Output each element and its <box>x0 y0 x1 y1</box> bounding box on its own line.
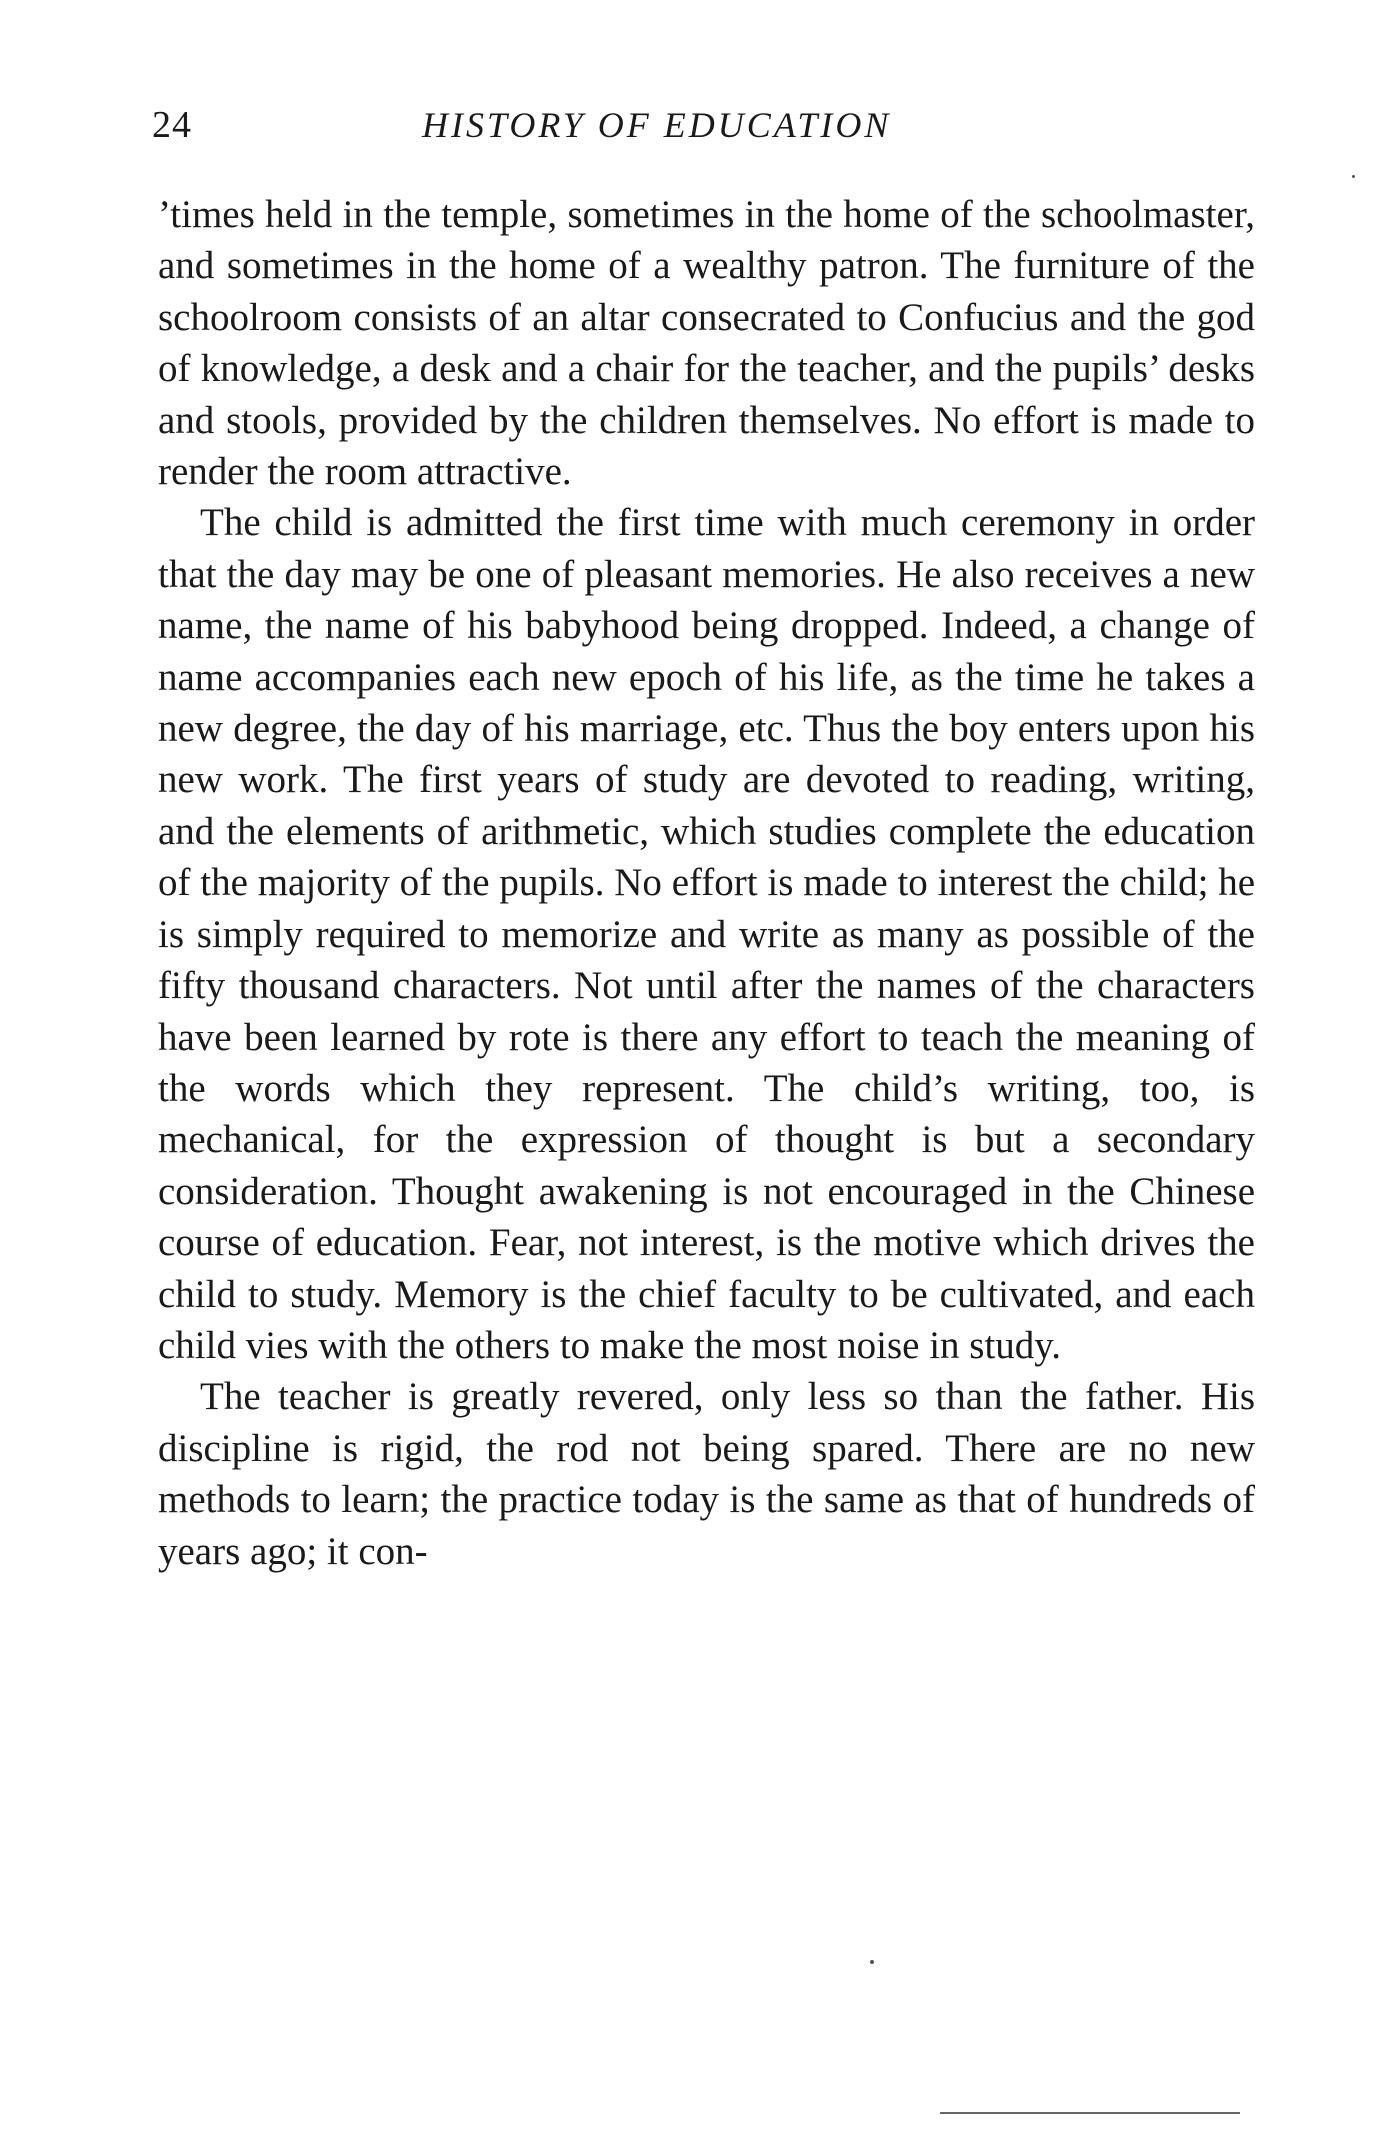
paragraph-3: The teacher is greatly revered, only less so than the father. His discipline is rigid, the rod not being spared. There are no new methods to learn; the practice today is the same as that of hundreds of years ago; it con- <box>158 1375 1255 1573</box>
body-text <box>158 189 1255 1577</box>
paragraph-2: The child is admitted the first time with much ceremony in order that the day may be one of pleasant memories. He also receives a new name, the name of his babyhood being dropped. Indeed, a change of name accompanies each new epoch of his life, as the time he takes a new degree, the day of his marriage, etc. Thus the boy enters upon his new work. The first years of study are devoted to reading, writing, and the elements of arithmetic, which studies complete the education of the majority of the pupils. No effort is made to interest the child; he is simply required to memorize and write as many as possible of the fifty thousand characters. Not until after the names of the characters have been learned by rote is there any effort to teach the meaning of the words which they represent. The child’s writing, too, is mechanical, for the expression of thought is but a secondary consideration. Thought awakening is not encouraged in the Chinese course of education. Fear, not interest, is the motive which drives the child to study. Memory is the chief faculty to be cultivated, and each child vies with the others to make the most noise in study. <box>158 501 1255 1367</box>
running-title: HISTORY OF EDUCATION <box>422 105 892 145</box>
scan-edge-line <box>940 2112 1240 2114</box>
scan-speck <box>870 1960 874 1964</box>
page-header <box>150 95 1250 155</box>
page-number: 24 <box>152 104 192 146</box>
paragraph-1: ’times held in the temple, sometimes in the home of the schoolmaster, and sometimes in the home of a wealthy patron. The furniture of the schoolroom consists of an altar consecrated to Confucius and the god of knowledge, a desk and a chair for the teacher, and the pupils’ desks and stools, provided by the children themselves. No effort is made to render the room attractive. <box>158 193 1255 494</box>
scan-speck <box>1352 175 1355 178</box>
